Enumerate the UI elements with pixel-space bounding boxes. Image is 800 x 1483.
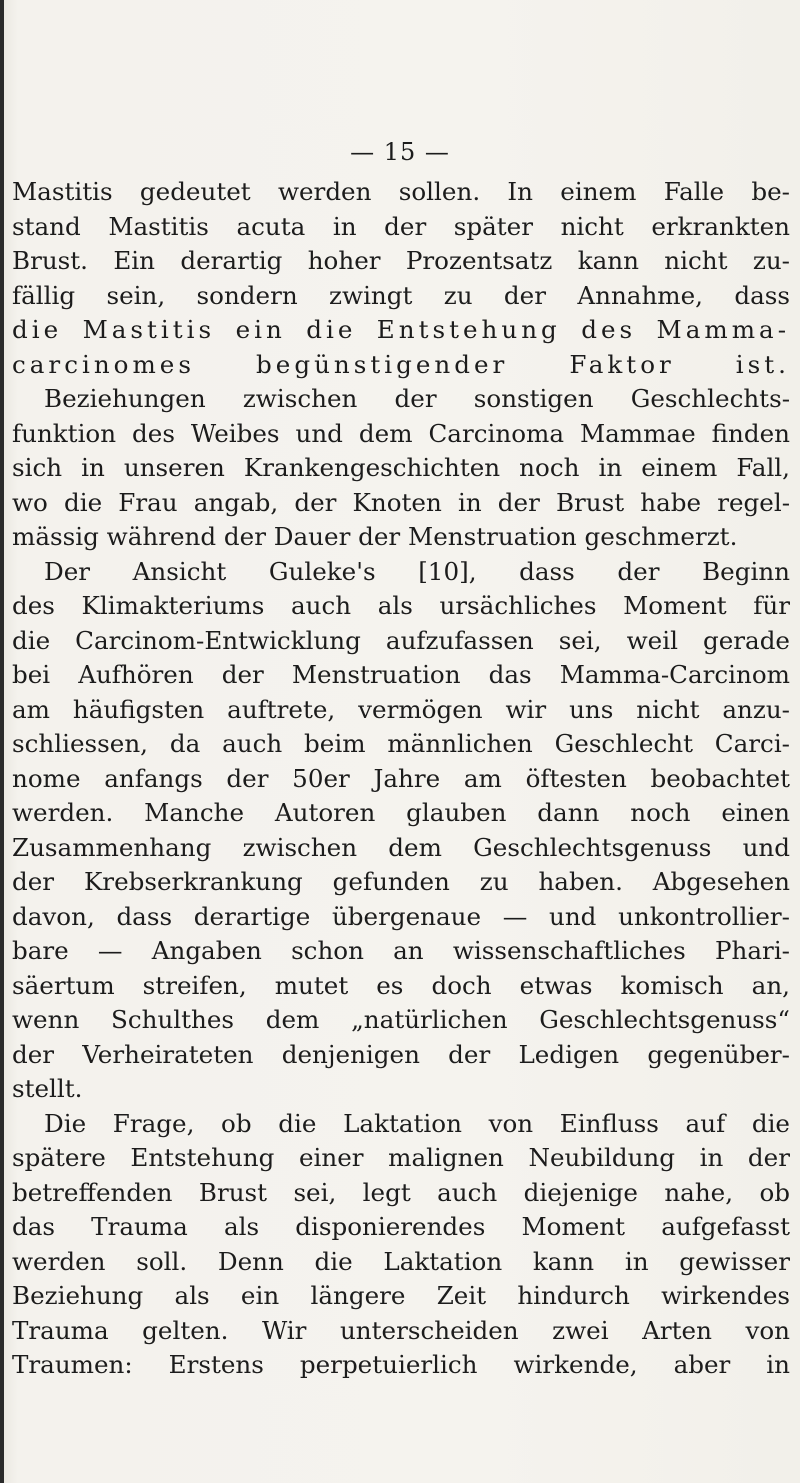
text-line: des Klimakteriums auch als ursächliches Moment für <box>12 591 790 620</box>
text-line: bei Aufhören der Menstruation das Mamma-Carcinom <box>12 660 790 689</box>
text-line: Zusammenhang zwischen dem Geschlechtsgenuss und <box>12 832 790 862</box>
text-line: wo die Frau angab, der Knoten in der Brust habe regel- <box>12 487 790 517</box>
text-line: Trauma gelten. Wir unterscheiden zwei Arten von <box>12 1315 790 1345</box>
text-line: Mastitis gedeutet werden sollen. In einem Falle be- <box>12 177 790 206</box>
text-line: fällig sein, sondern zwingt zu der Annahme, dass <box>12 280 790 310</box>
text-line: der Verheirateten denjenigen der Ledigen gegenüber- <box>12 1039 790 1069</box>
text-line: der Krebserkrankung gefunden zu haben. Abgesehen <box>12 867 790 896</box>
body-text <box>12 175 790 1383</box>
text-line: wenn Schulthes dem „natürlichen Geschlechtsgenuss“ <box>12 1005 790 1034</box>
page-number: — 15 — <box>350 138 450 166</box>
text-line: betreffenden Brust sei, legt auch diejenige nahe, ob <box>12 1177 790 1207</box>
text-line: Beziehung als ein längere Zeit hindurch wirkendes <box>12 1281 790 1310</box>
text-line: Der Ansicht Guleke's [10], dass der Beginn <box>44 556 790 586</box>
text-line: sich in unseren Krankengeschichten noch in einem Fall, <box>12 453 790 482</box>
text-line: werden. Manche Autoren glauben dann noch einen <box>12 798 790 827</box>
text-line: carcinomes begünstigender Faktor ist. <box>12 349 790 379</box>
text-line: nome anfangs der 50er Jahre am öftesten beobachtet <box>12 763 790 793</box>
text-line: das Trauma als disponierendes Moment aufgefasst <box>12 1212 790 1241</box>
page-edge-shadow <box>0 0 4 1483</box>
text-line: bare — Angaben schon an wissenschaftliches Phari- <box>12 936 790 965</box>
text-line: am häufigsten auftrete, vermögen wir uns nicht anzu- <box>12 694 790 724</box>
text-line: säertum streifen, mutet es doch etwas komisch an, <box>12 970 790 1000</box>
text-line: spätere Entstehung einer malignen Neubildung in der <box>12 1143 790 1172</box>
text-line: werden soll. Denn die Laktation kann in gewisser <box>12 1246 790 1276</box>
text-line: mässig während der Dauer der Menstruation geschmerzt. <box>12 522 738 551</box>
text-line: die Mastitis ein die Entstehung des Mamma- <box>12 315 790 344</box>
text-line: funktion des Weibes und dem Carcinoma Mammae finden <box>12 418 790 448</box>
text-line: davon, dass derartige übergenaue — und unkontrollier- <box>12 901 790 931</box>
text-line: stellt. <box>12 1074 83 1103</box>
text-line: Beziehungen zwischen der sonstigen Geschlechts- <box>44 384 790 413</box>
text-line: schliessen, da auch beim männlichen Geschlecht Carci- <box>12 729 790 758</box>
text-line: Die Frage, ob die Laktation von Einfluss auf die <box>44 1108 790 1138</box>
text-line: stand Mastitis acuta in der später nicht erkrankten <box>12 211 790 241</box>
text-line: Brust. Ein derartig hoher Prozentsatz kann nicht zu- <box>12 246 790 275</box>
text-line: Traumen: Erstens perpetuierlich wirkende, aber in <box>12 1350 790 1379</box>
text-line: die Carcinom-Entwicklung aufzufassen sei, weil gerade <box>12 625 790 655</box>
